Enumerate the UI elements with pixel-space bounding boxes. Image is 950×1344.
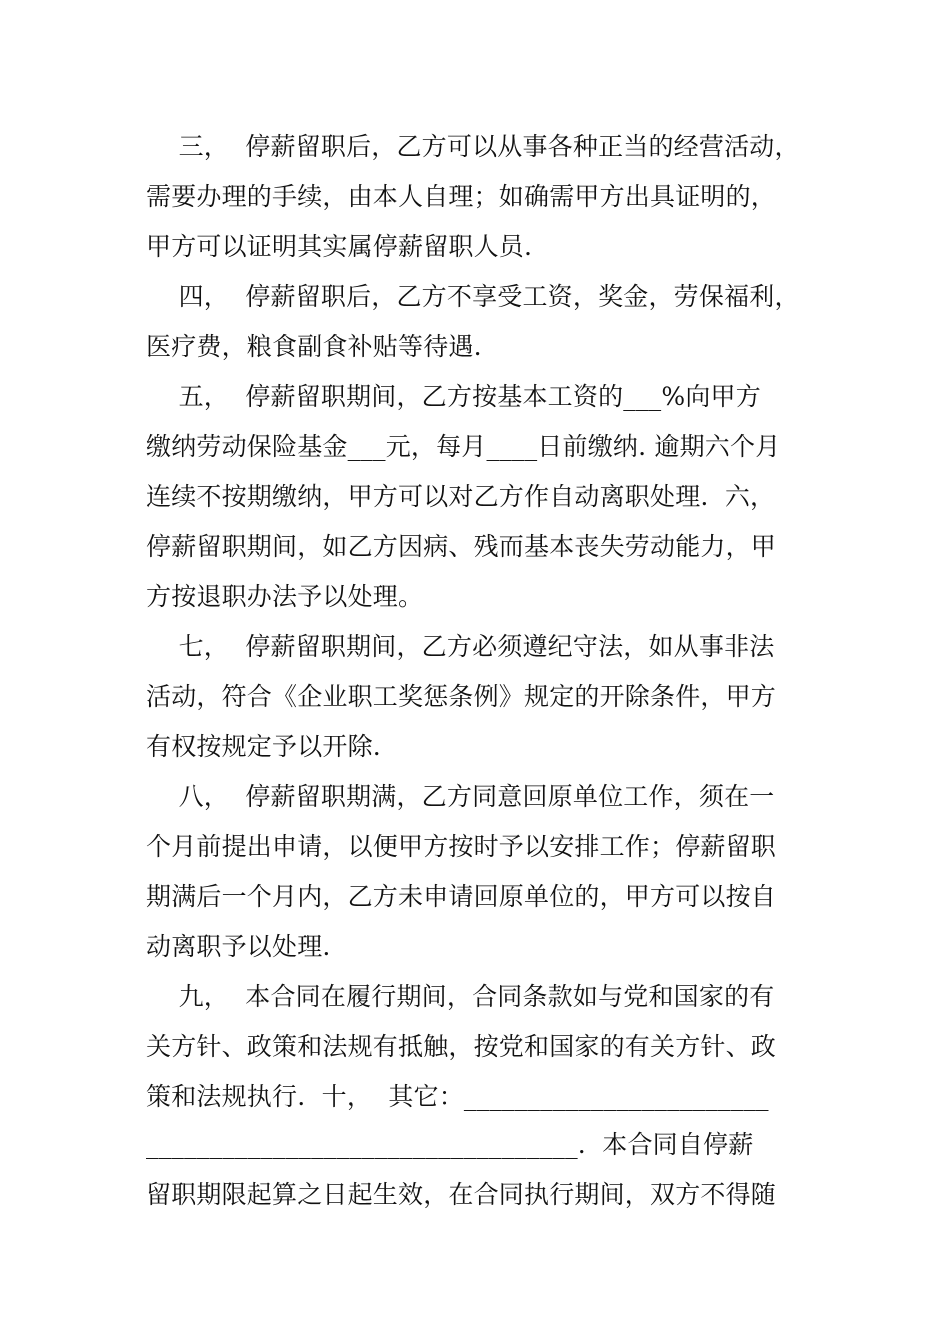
text-line: 关方针、政策和法规有抵触，按党和国家的有关方针、政 bbox=[146, 1032, 777, 1061]
text-line: 三， 停薪留职后，乙方可以从事各种正当的经营活动， bbox=[146, 132, 800, 161]
text-line: 四， 停薪留职后，乙方不享受工资，奖金，劳保福利， bbox=[146, 282, 800, 311]
text-line: 七， 停薪留职期间，乙方必须遵纪守法，如从事非法 bbox=[146, 632, 775, 661]
text-line: 五， 停薪留职期间，乙方按基本工资的___%向甲方 bbox=[146, 382, 761, 411]
text-line: 需要办理的手续，由本人自理；如确需甲方出具证明的， bbox=[146, 182, 777, 211]
text-line: 有权按规定予以开除. bbox=[146, 732, 381, 761]
text-line: 九， 本合同在履行期间，合同条款如与党和国家的有 bbox=[146, 982, 775, 1011]
text-line: 连续不按期缴纳，甲方可以对乙方作自动离职处理. 六， bbox=[146, 482, 776, 511]
text-line: 八， 停薪留职期满，乙方同意回原单位工作，须在一 bbox=[146, 782, 775, 811]
text-line: 个月前提出申请，以便甲方按时予以安排工作；停薪留职 bbox=[146, 832, 777, 861]
text-line: 留职期限起算之日起生效，在合同执行期间，双方不得随 bbox=[146, 1180, 777, 1209]
text-line: 活动，符合《企业职工奖惩条例》规定的开除条件，甲方 bbox=[146, 682, 777, 711]
text-line: __________________________________. 本合同自停薪 bbox=[146, 1130, 754, 1159]
text-line: 医疗费，粮食副食补贴等待遇. bbox=[146, 332, 482, 361]
text-line: 停薪留职期间，如乙方因病、残而基本丧失劳动能力，甲 bbox=[146, 532, 777, 561]
text-line: 策和法规执行. 十， 其它：________________________ bbox=[146, 1082, 769, 1111]
text-line: 期满后一个月内，乙方未申请回原单位的，甲方可以按自 bbox=[146, 882, 777, 911]
text-line: 缴纳劳动保险基金___元，每月____日前缴纳. 逾期六个月 bbox=[146, 432, 781, 461]
text-line: 甲方可以证明其实属停薪留职人员. bbox=[146, 232, 533, 261]
text-line: 动离职予以处理. bbox=[146, 932, 331, 961]
text-line: 方按退职办法予以处理。 bbox=[146, 582, 424, 611]
